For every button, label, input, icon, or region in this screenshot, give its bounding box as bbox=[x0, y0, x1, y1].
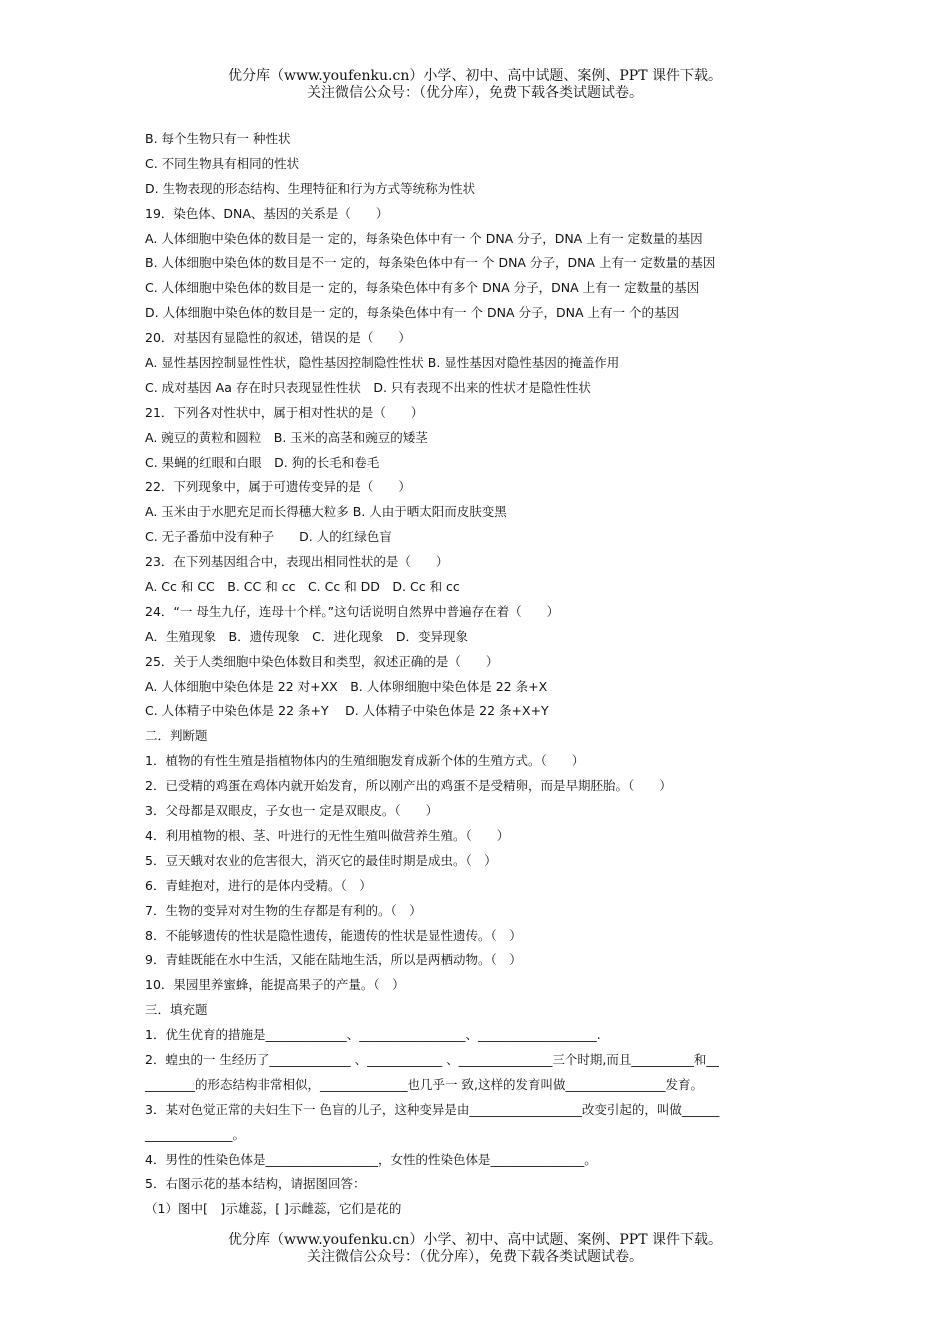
text-line: （1）图中[ ]示雄蕊，[ ]示雌蕊，它们是花的 bbox=[145, 1201, 402, 1217]
text-line: 7．生物的变异对对生物的生存都是有利的。（ ） bbox=[145, 902, 422, 918]
footer-line-1: 优分库（www.youfenku.cn）小学、初中、高中试题、案例、PPT 课件下载。 bbox=[227, 1232, 722, 1248]
text-line: 2．蝗虫的一 生经历了_____________ 、____________ 、_______________三个时期,而且__________和__ bbox=[145, 1051, 719, 1067]
footer-line-2: 关注微信公众号：（优分库），免费下载各类试题试卷。 bbox=[307, 1249, 643, 1265]
text-line: A. 显性基因控制显性性状，隐性基因控制隐性性状 B. 显性基因对隐性基因的掩盖作用 bbox=[145, 355, 620, 371]
text-line: 24．“一 母生九仔，连母十个样。”这句话说明自然界中普遍存在着（ ） bbox=[145, 603, 560, 619]
text-line: 3．某对色觉正常的夫妇生下一 色盲的儿子，这种变异是由__________________改变引起的，叫做______ bbox=[145, 1101, 720, 1117]
text-line: A. 豌豆的黄粒和圆粒 B. 玉米的高茎和豌豆的矮茎 bbox=[145, 429, 428, 445]
text-line: C. 果蝇的红眼和白眼 D. 狗的长毛和卷毛 bbox=[145, 454, 380, 470]
text-line: A. 人体细胞中染色体是 22 对+XX B. 人体卵细胞中染色体是 22 条+X bbox=[145, 678, 548, 694]
text-line: A. 人体细胞中染色体的数目是一 定的，每条染色体中有一 个 DNA 分子，DNA 上有一 定数量的基因 bbox=[145, 230, 703, 246]
text-line: A．生殖现象 B．遗传现象 C．进化现象 D．变异现象 bbox=[145, 628, 468, 644]
text-line: B. 人体细胞中染色体的数目是不一 定的，每条染色体中有一 个 DNA 分子，DNA 上有一 定数量的基因 bbox=[145, 255, 716, 271]
header-line-2: 关注微信公众号：（优分库），免费下载各类试题试卷。 bbox=[307, 85, 643, 101]
text-line: D. 人体细胞中染色体的数目是一 定的，每条染色体中有一 个 DNA 分子，DNA 上有一 个的基因 bbox=[145, 305, 679, 321]
text-line: 23．在下列基因组合中，表现出相同性状的是（ ） bbox=[145, 554, 449, 570]
header-line-1: 优分库（www.youfenku.cn）小学、初中、高中试题、案例、PPT 课件下载。 bbox=[227, 68, 722, 84]
text-line: ________的形态结构非常相似，______________也几乎一 致,这样的发育叫做________________发育。 bbox=[145, 1076, 703, 1092]
text-line: 21．下列各对性状中，属于相对性状的是（ ） bbox=[145, 404, 424, 420]
text-line: 5．右图示花的基本结构，请据图回答： bbox=[145, 1176, 366, 1192]
text-line: 1．优生优育的措施是_____________、_________________、___________________. bbox=[145, 1027, 601, 1043]
text-line: A. Cc 和 CC B. CC 和 cc C. Cc 和 DD D. Cc 和 cc bbox=[145, 579, 460, 595]
text-line: 4．男性的性染色体是__________________，女性的性染色体是_______________。 bbox=[145, 1151, 597, 1167]
text-line: 2．已受精的鸡蛋在鸡体内就开始发育，所以刚产出的鸡蛋不是受精卵，而是早期胚胎。（ ） bbox=[145, 778, 672, 794]
document-body bbox=[145, 127, 815, 1222]
text-line: C. 成对基因 Aa 存在时只表现显性性状 D. 只有表现不出来的性状才是隐性性状 bbox=[145, 379, 591, 395]
text-line: 25．关于人类细胞中染色体数目和类型，叙述正确的是（ ） bbox=[145, 653, 499, 669]
text-line: 22．下列现象中，属于可遗传变异的是（ ） bbox=[145, 479, 411, 495]
text-line: 5．豆天蛾对农业的危害很大，消灭它的最佳时期是成虫。（ ） bbox=[145, 852, 497, 868]
text-line: 20．对基因有显隐性的叙述，错误的是（ ） bbox=[145, 330, 411, 346]
text-line: 三．填充题 bbox=[145, 1002, 208, 1018]
text-line: 1．植物的有性生殖是指植物体内的生殖细胞发育成新个体的生殖方式。（ ） bbox=[145, 753, 585, 769]
text-line: 二．判断题 bbox=[145, 728, 208, 744]
text-line: 3．父母都是双眼皮，子女也一 定是双眼皮。（ ） bbox=[145, 803, 439, 819]
text-line: 19．染色体、DNA、基因的关系是（ ） bbox=[145, 205, 389, 221]
text-line: C. 人体精子中染色体是 22 条+Y D. 人体精子中染色体是 22 条+X+Y bbox=[145, 703, 549, 719]
text-line: ______________。 bbox=[145, 1126, 246, 1142]
text-line: C. 无子番茄中没有种子 D. 人的红绿色盲 bbox=[145, 529, 392, 545]
text-line: 8．不能够遗传的性状是隐性遗传，能遗传的性状是显性遗传。（ ） bbox=[145, 927, 522, 943]
text-line: 9．青蛙既能在水中生活，又能在陆地生活，所以是两栖动物。（ ） bbox=[145, 952, 522, 968]
text-line: C. 人体细胞中染色体的数目是一 定的，每条染色体中有多个 DNA 分子，DNA 上有一 定数量的基因 bbox=[145, 280, 700, 296]
text-line: B. 每个生物只有一 种性状 bbox=[145, 131, 291, 146]
page-footer bbox=[0, 1232, 950, 1266]
text-line: C. 不同生物具有相同的性状 bbox=[145, 155, 300, 171]
page-header bbox=[0, 68, 950, 102]
text-line: D. 生物表现的形态结构、生理特征和行为方式等统称为性状 bbox=[145, 180, 476, 196]
text-line: 4．利用植物的根、茎、叶进行的无性生殖叫做营养生殖。（ ） bbox=[145, 827, 510, 843]
text-line: 6．青蛙抱对，进行的是体内受精。（ ） bbox=[145, 877, 372, 893]
text-line: 10．果园里养蜜蜂，能提高果子的产量。（ ） bbox=[145, 977, 405, 993]
text-line: A. 玉米由于水肥充足而长得穗大粒多 B. 人由于晒太阳而皮肤变黑 bbox=[145, 504, 507, 520]
